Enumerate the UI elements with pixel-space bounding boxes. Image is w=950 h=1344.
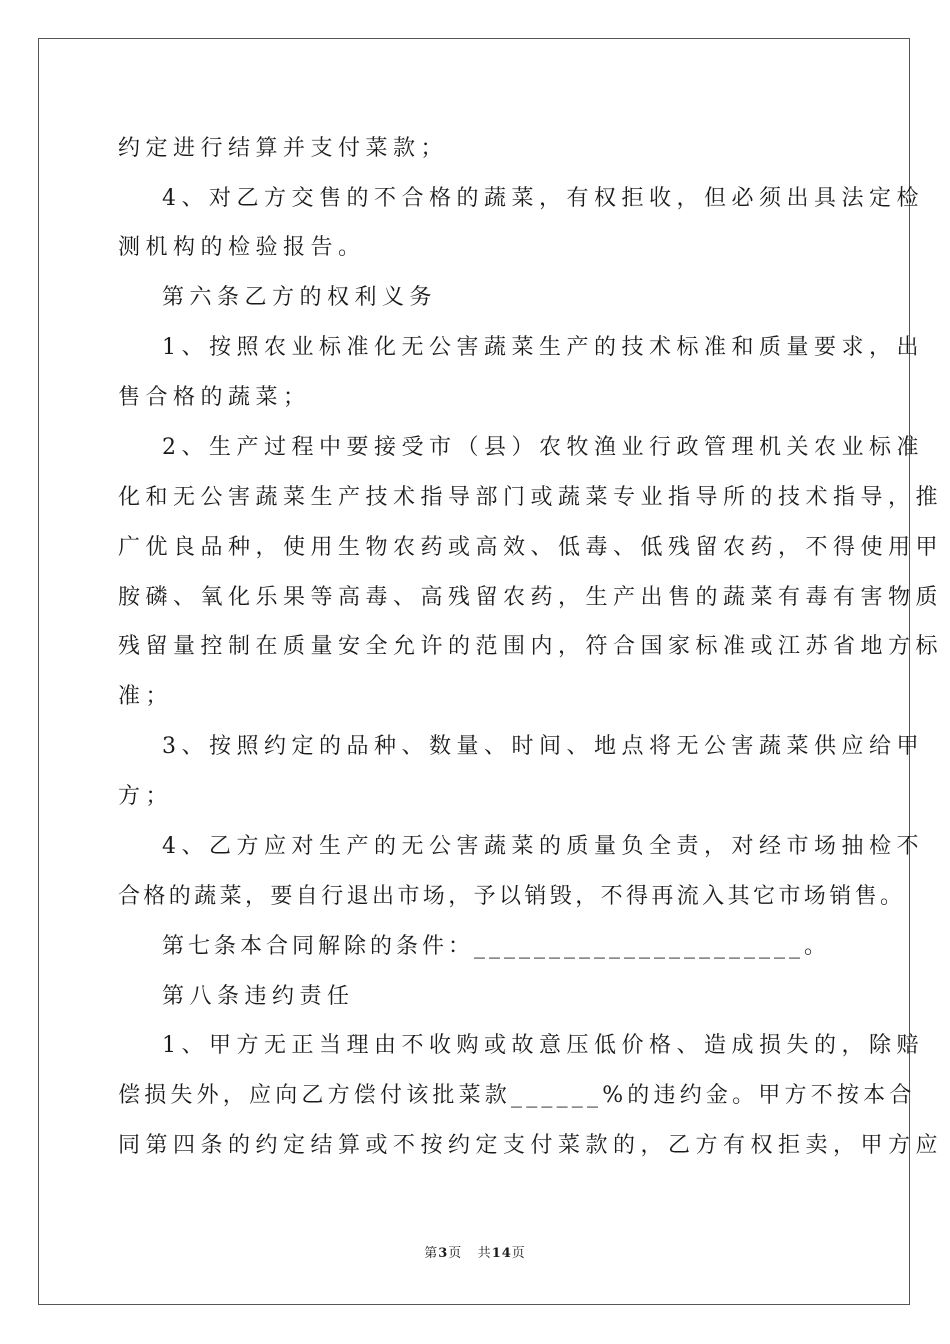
footer-page-number: 3: [438, 1246, 449, 1261]
text-line: 4、乙方应对生产的无公害蔬菜的质量负全责，对经市场抽检不: [162, 834, 924, 859]
text-line: 测机构的检验报告。: [118, 235, 366, 260]
page-footer: [0, 1242, 950, 1261]
text-line: 4、对乙方交售的不合格的蔬菜，有权拒收，但必须出具法定检: [162, 186, 924, 211]
footer-total-suffix: 页: [511, 1246, 526, 1261]
text-line: 胺磷、氧化乐果等高毒、高残留农药，生产出售的蔬菜有毒有害物质: [118, 585, 944, 610]
text-line: 售合格的蔬菜；: [118, 385, 311, 410]
text-line: 1、甲方无正当理由不收购或故意压低价格、造成损失的，除赔: [162, 1033, 924, 1058]
text-line: 偿损失外，应向乙方偿付该批菜款______%的违约金。甲方不按本合: [118, 1083, 916, 1108]
text-line: 化和无公害蔬菜生产技术指导部门或蔬菜专业指导所的技术指导，推: [118, 485, 944, 510]
section-heading: 第七条本合同解除的条件：______________________。: [162, 934, 831, 959]
footer-total-pages: 14: [491, 1246, 512, 1261]
footer-page-suffix: 页: [448, 1246, 463, 1261]
text-line: 方；: [118, 784, 174, 809]
text-line: 广优良品种，使用生物农药或高效、低毒、低残留农药，不得使用甲: [118, 535, 944, 560]
text-line: 1、按照农业标准化无公害蔬菜生产的技术标准和质量要求，出: [162, 335, 924, 360]
text-line: 2、生产过程中要接受市（县）农牧渔业行政管理机关农业标准: [162, 435, 924, 460]
text-line: 3、按照约定的品种、数量、时间、地点将无公害蔬菜供应给甲: [162, 734, 924, 759]
footer-page-prefix: 第: [424, 1246, 439, 1261]
section-heading: 第六条乙方的权利义务: [162, 285, 438, 310]
page-border: [38, 38, 910, 1305]
text-line: 同第四条的约定结算或不按约定支付菜款的，乙方有权拒卖，甲方应: [118, 1133, 944, 1158]
text-line: 合格的蔬菜，要自行退出市场，予以销毁，不得再流入其它市场销售。: [118, 884, 906, 909]
text-line: 残留量控制在质量安全允许的范围内，符合国家标准或江苏省地方标: [118, 634, 944, 659]
text-line: 准；: [118, 684, 174, 709]
footer-total-prefix: 共: [477, 1246, 492, 1261]
section-heading: 第八条违约责任: [162, 984, 355, 1009]
text-line: 约定进行结算并支付菜款；: [118, 136, 449, 161]
